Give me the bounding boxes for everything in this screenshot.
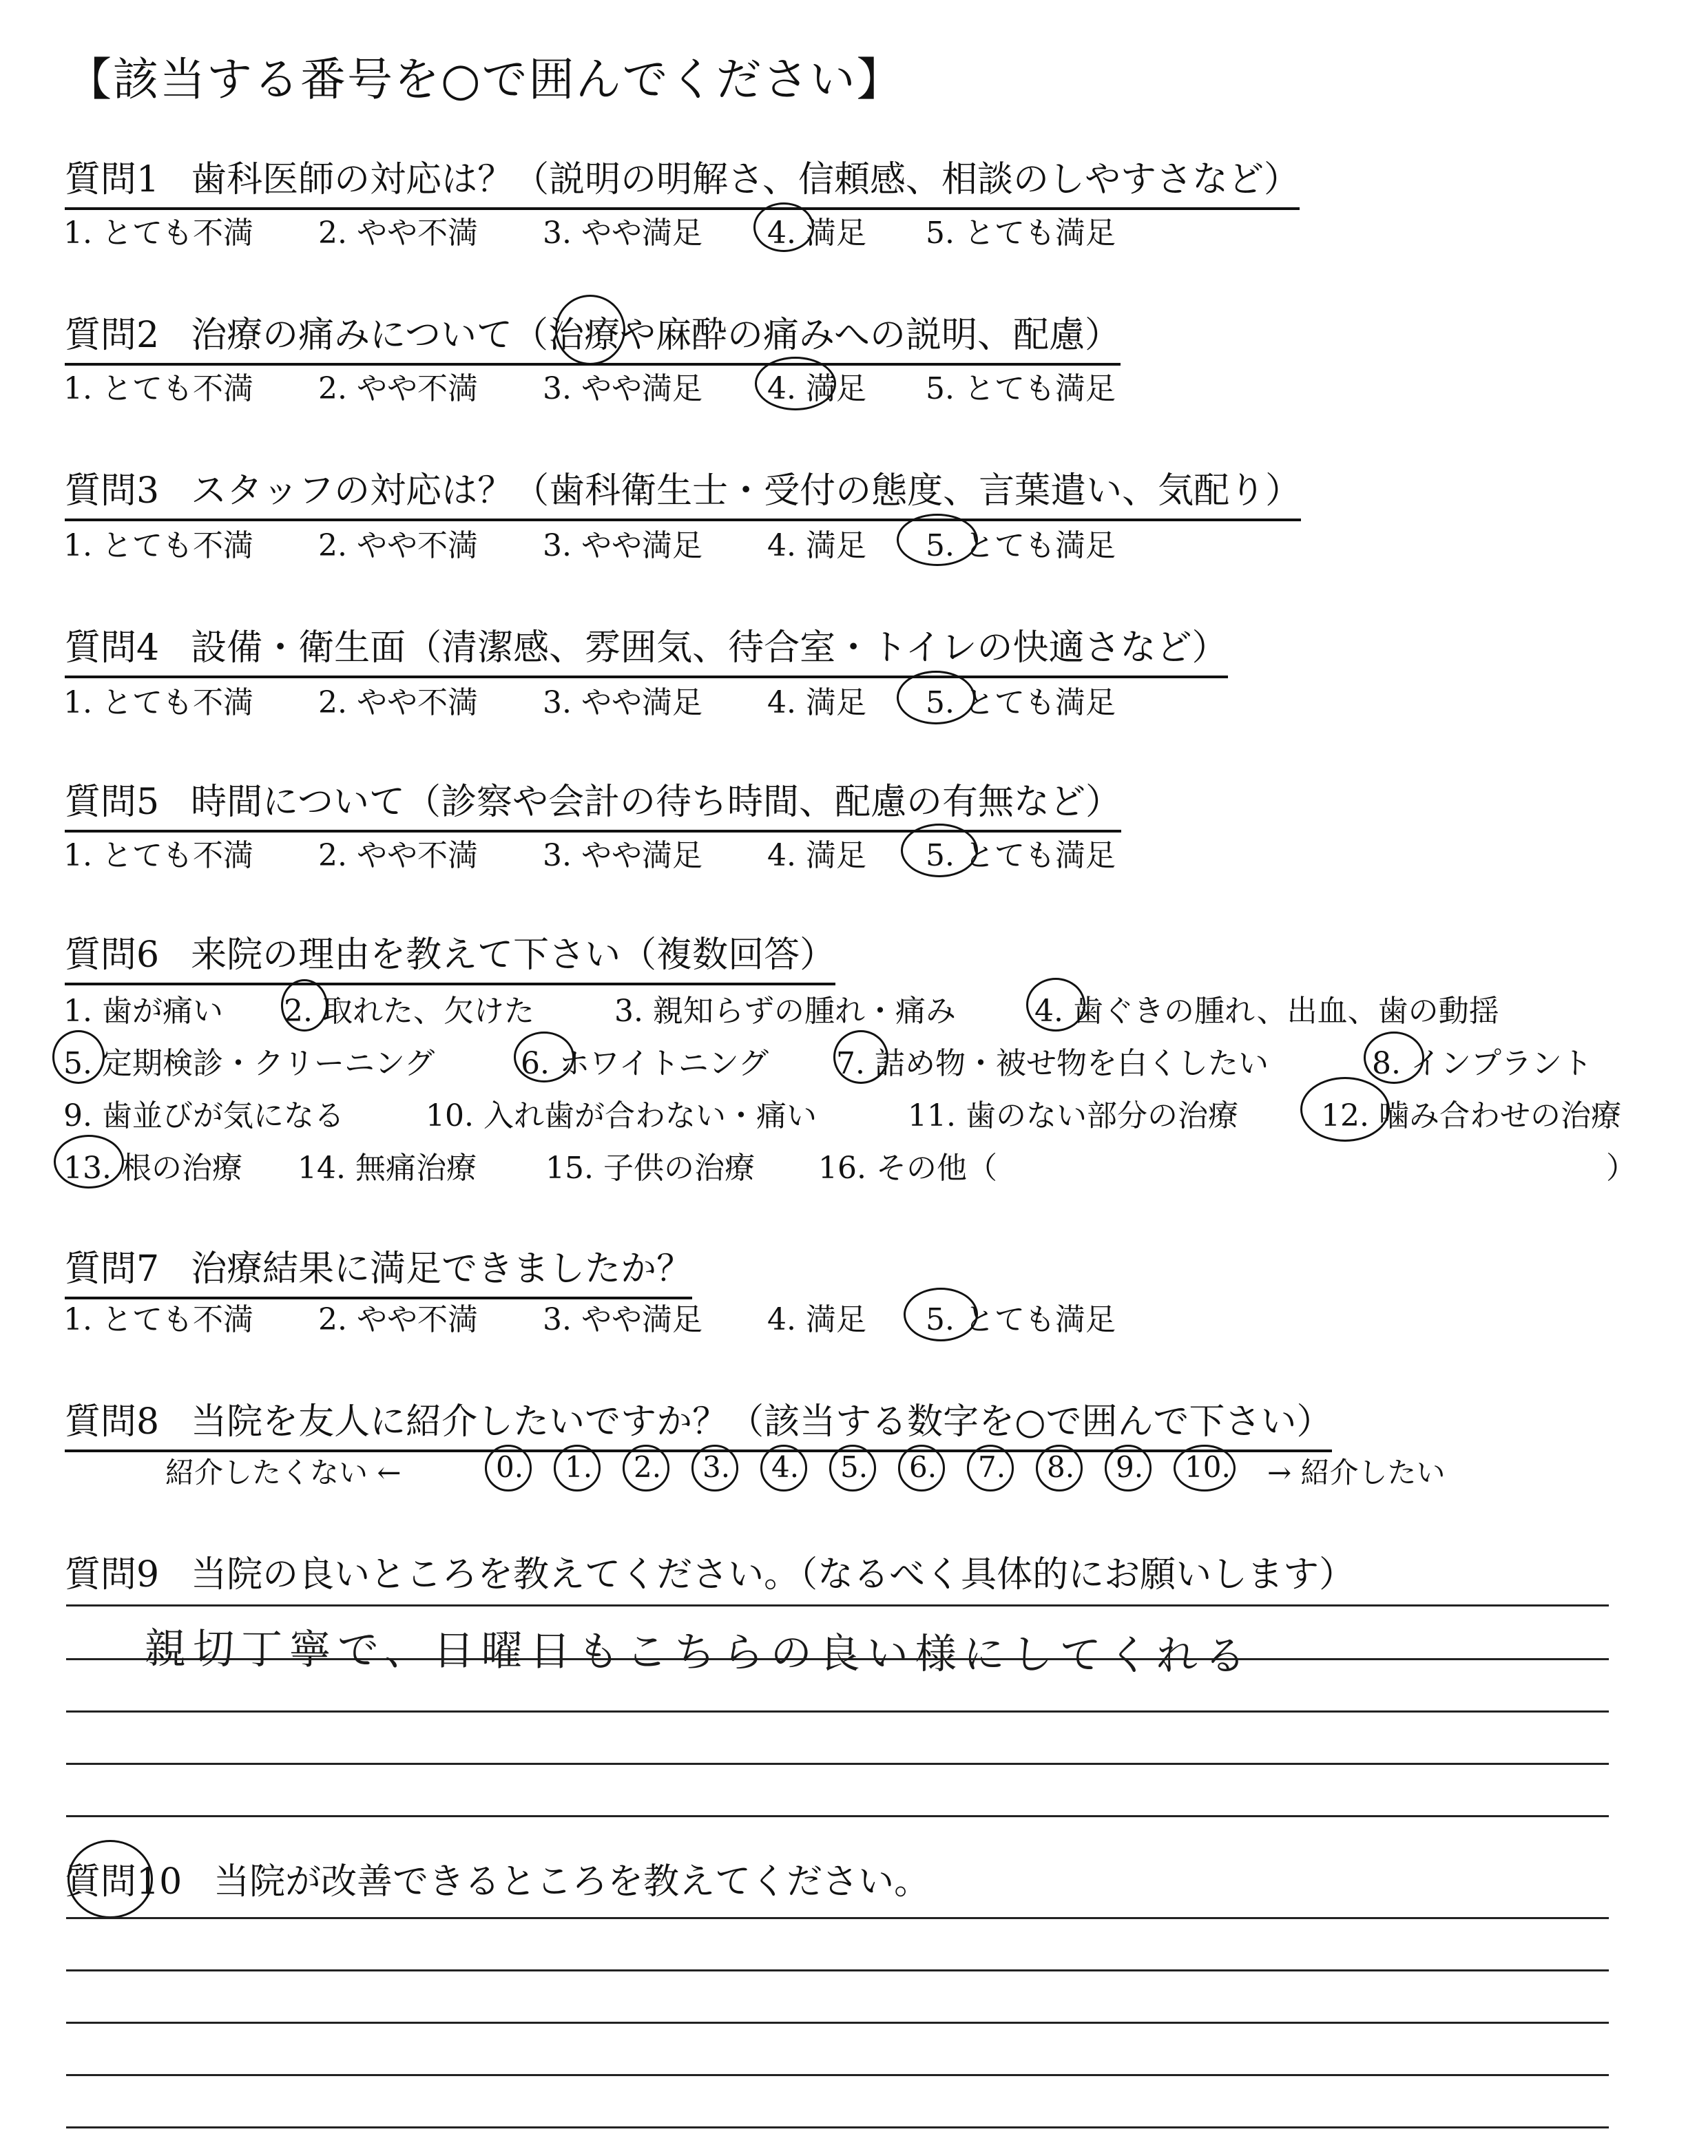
q4-option-4[interactable]: 4. 満足 <box>767 685 866 720</box>
q2-option-4[interactable]: 4. 満足 <box>767 371 866 406</box>
q9-answer-line-4 <box>66 1763 1609 1765</box>
q8-score-9[interactable]: 9. <box>1116 1450 1144 1484</box>
q2-circle-mark <box>755 357 836 410</box>
question-5-number: 質問5 <box>65 782 160 823</box>
q10-answer-line-2 <box>66 1969 1609 1971</box>
q2-option-1[interactable]: 1. とても不満 <box>63 371 253 406</box>
q8-score-8[interactable]: 8. <box>1047 1450 1075 1484</box>
q5-option-4[interactable]: 4. 満足 <box>767 838 866 873</box>
q8-score-10[interactable]: 10. <box>1185 1450 1231 1484</box>
q8-score-6[interactable]: 6. <box>909 1450 937 1484</box>
q6-option-9[interactable]: 9. 歯並びが気になる <box>63 1098 344 1133</box>
question-10-text: 当院が改善できるところを教えてください。 <box>214 1861 930 1903</box>
q8-score-2[interactable]: 2. <box>634 1450 662 1484</box>
q8-score-0[interactable]: 0. <box>496 1450 524 1484</box>
q6-option-8[interactable]: 8. インプラント <box>1372 1046 1592 1081</box>
q4-option-2[interactable]: 2. やや不満 <box>318 685 478 720</box>
q2-stray-circle-mark <box>555 295 625 365</box>
q7-option-5[interactable]: 5. とても満足 <box>926 1302 1116 1337</box>
q8-mark-5 <box>829 1445 876 1492</box>
question-3-text: スタッフの対応は？（歯科衛生士・受付の態度、言葉遣い、気配り） <box>191 470 1302 512</box>
q6-circle-7 <box>833 1030 888 1084</box>
question-2-text: 治療の痛みについて（治療や麻酔の痛みへの説明、配慮） <box>191 315 1121 356</box>
q6-option-10[interactable]: 10. 入れ歯が合わない・痛い <box>426 1098 817 1133</box>
question-8-text: 当院を友人に紹介したいですか？（該当する数字を○で囲んで下さい） <box>191 1401 1333 1443</box>
q8-mark-3 <box>691 1445 738 1492</box>
q6-circle-4 <box>1026 978 1085 1032</box>
question-1-heading <box>65 150 1300 210</box>
q10-answer-line-3 <box>66 2022 1609 2024</box>
q6-option-13[interactable]: 13. 根の治療 <box>63 1151 242 1186</box>
question-7-heading <box>65 1239 692 1299</box>
q8-score-3[interactable]: 3. <box>702 1450 731 1484</box>
q8-score-1[interactable]: 1. <box>565 1450 593 1484</box>
question-9-heading <box>65 1545 1355 1602</box>
question-8-heading <box>65 1392 1332 1452</box>
q5-circle-mark <box>901 824 978 877</box>
q4-circle-mark <box>897 671 975 724</box>
q3-option-1[interactable]: 1. とても不満 <box>63 528 253 563</box>
q8-score-5[interactable]: 5. <box>840 1450 868 1484</box>
question-2-number: 質問2 <box>65 315 160 356</box>
q5-option-2[interactable]: 2. やや不満 <box>318 838 478 873</box>
q6-circle-8 <box>1364 1032 1424 1084</box>
q7-option-2[interactable]: 2. やや不満 <box>318 1302 478 1337</box>
q8-mark-8 <box>1036 1445 1083 1492</box>
q8-mark-6 <box>898 1445 945 1492</box>
question-10-number: 質問10 <box>65 1861 183 1903</box>
q3-option-4[interactable]: 4. 満足 <box>767 528 866 563</box>
q6-option-11[interactable]: 11. 歯のない部分の治療 <box>908 1098 1238 1133</box>
q6-option-2[interactable]: 2. 取れた、欠けた <box>284 994 534 1029</box>
q1-option-2[interactable]: 2. やや不満 <box>318 216 478 251</box>
q7-option-3[interactable]: 3. やや満足 <box>543 1302 702 1337</box>
q1-option-1[interactable]: 1. とても不満 <box>63 216 253 251</box>
q7-option-1[interactable]: 1. とても不満 <box>63 1302 253 1337</box>
q7-option-4[interactable]: 4. 満足 <box>767 1302 866 1337</box>
question-6-number: 質問6 <box>65 934 160 976</box>
q6-option-6[interactable]: 6. ホワイトニング <box>521 1046 769 1081</box>
q6-option-15[interactable]: 15. 子供の治療 <box>545 1151 755 1186</box>
q2-option-3[interactable]: 3. やや満足 <box>543 371 702 406</box>
q8-mark-2 <box>623 1445 669 1492</box>
q3-option-5[interactable]: 5. とても満足 <box>926 528 1116 563</box>
q6-option-16[interactable]: 16. その他（ <box>818 1151 997 1186</box>
q6-circle-5 <box>52 1030 105 1084</box>
question-3-heading <box>65 461 1301 521</box>
question-6-heading <box>65 925 835 985</box>
q8-left-label: 紹介したくない ← <box>165 1456 402 1489</box>
q10-answer-line-5 <box>66 2126 1609 2128</box>
q2-option-5[interactable]: 5. とても満足 <box>926 371 1116 406</box>
question-9-text: 当院の良いところを教えてください。（なるべく具体的にお願いします） <box>191 1554 1355 1595</box>
question-4-number: 質問4 <box>65 627 160 669</box>
q6-circle-12 <box>1300 1077 1390 1142</box>
q8-score-4[interactable]: 4. <box>771 1450 800 1484</box>
q6-circle-2 <box>281 979 328 1032</box>
q6-option-12[interactable]: 12. 噛み合わせの治療 <box>1321 1098 1621 1133</box>
q10-stray-circle-mark <box>67 1840 153 1918</box>
q8-mark-9 <box>1105 1445 1152 1492</box>
q6-option-5[interactable]: 5. 定期検診・クリーニング <box>63 1046 435 1081</box>
q3-option-3[interactable]: 3. やや満足 <box>543 528 702 563</box>
q1-option-5[interactable]: 5. とても満足 <box>926 216 1116 251</box>
q6-circle-13 <box>54 1135 124 1189</box>
q8-mark-1 <box>554 1445 601 1492</box>
q6-option-1[interactable]: 1. 歯が痛い <box>63 994 223 1029</box>
q9-answer-line-3 <box>66 1710 1609 1713</box>
question-4-heading <box>65 618 1228 678</box>
question-4-text: 設備・衛生面（清潔感、雰囲気、待合室・トイレの快適さなど） <box>191 627 1228 669</box>
q6-option-16-close: ） <box>1606 1151 1636 1186</box>
q8-mark-4 <box>760 1445 807 1492</box>
q5-option-5[interactable]: 5. とても満足 <box>926 838 1116 873</box>
q8-score-7[interactable]: 7. <box>978 1450 1006 1484</box>
question-1-number: 質問1 <box>65 159 160 200</box>
q3-circle-mark <box>897 514 978 566</box>
question-7-text: 治療結果に満足できましたか？ <box>191 1248 693 1290</box>
q2-option-2[interactable]: 2. やや不満 <box>318 371 478 406</box>
q3-option-2[interactable]: 2. やや不満 <box>318 528 478 563</box>
q8-mark-0 <box>485 1445 532 1492</box>
page-title: 【該当する番号を○で囲んでください】 <box>66 53 904 106</box>
q7-circle-mark <box>904 1288 978 1341</box>
q5-option-1[interactable]: 1. とても不満 <box>63 838 253 873</box>
q6-option-14[interactable]: 14. 無痛治療 <box>298 1151 477 1186</box>
question-9-number: 質問9 <box>65 1554 160 1595</box>
q10-answer-line-4 <box>66 2074 1609 2076</box>
question-7-number: 質問7 <box>65 1248 160 1290</box>
q8-mark-7 <box>967 1445 1014 1492</box>
q8-right-label: → 紹介したい <box>1267 1456 1446 1489</box>
question-5-heading <box>65 773 1121 833</box>
q4-option-5[interactable]: 5. とても満足 <box>926 685 1116 720</box>
q6-option-4[interactable]: 4. 歯ぐきの腫れ、出血、歯の動揺 <box>1034 994 1499 1029</box>
question-5-text: 時間について（診察や会計の待ち時間、配慮の有無など） <box>191 782 1122 823</box>
q6-option-7[interactable]: 7. 詰め物・被せ物を白くしたい <box>836 1046 1269 1081</box>
q6-option-3[interactable]: 3. 親知らずの腫れ・痛み <box>614 994 956 1029</box>
q4-option-3[interactable]: 3. やや満足 <box>543 685 702 720</box>
question-1-text: 歯科医師の対応は？（説明の明解さ、信頼感、相談のしやすさなど） <box>191 159 1300 200</box>
q6-circle-6 <box>514 1032 574 1082</box>
q9-handwritten-answer[interactable]: 親切丁寧で、日曜日もこちらの良い様にしてくれる <box>144 1624 1253 1681</box>
q1-option-4[interactable]: 4. 満足 <box>767 216 866 251</box>
q9-answer-line-1 <box>66 1604 1609 1606</box>
q8-mark-10 <box>1174 1445 1236 1492</box>
q1-option-3[interactable]: 3. やや満足 <box>543 216 702 251</box>
question-10-heading <box>65 1852 930 1909</box>
q1-circle-mark <box>753 202 814 252</box>
q9-answer-line-5 <box>66 1815 1609 1817</box>
q5-option-3[interactable]: 3. やや満足 <box>543 838 702 873</box>
question-3-number: 質問3 <box>65 470 160 512</box>
q4-option-1[interactable]: 1. とても不満 <box>63 685 253 720</box>
question-8-number: 質問8 <box>65 1401 160 1443</box>
q10-answer-line-1 <box>66 1917 1609 1919</box>
question-6-text: 来院の理由を教えて下さい（複数回答） <box>191 934 836 976</box>
